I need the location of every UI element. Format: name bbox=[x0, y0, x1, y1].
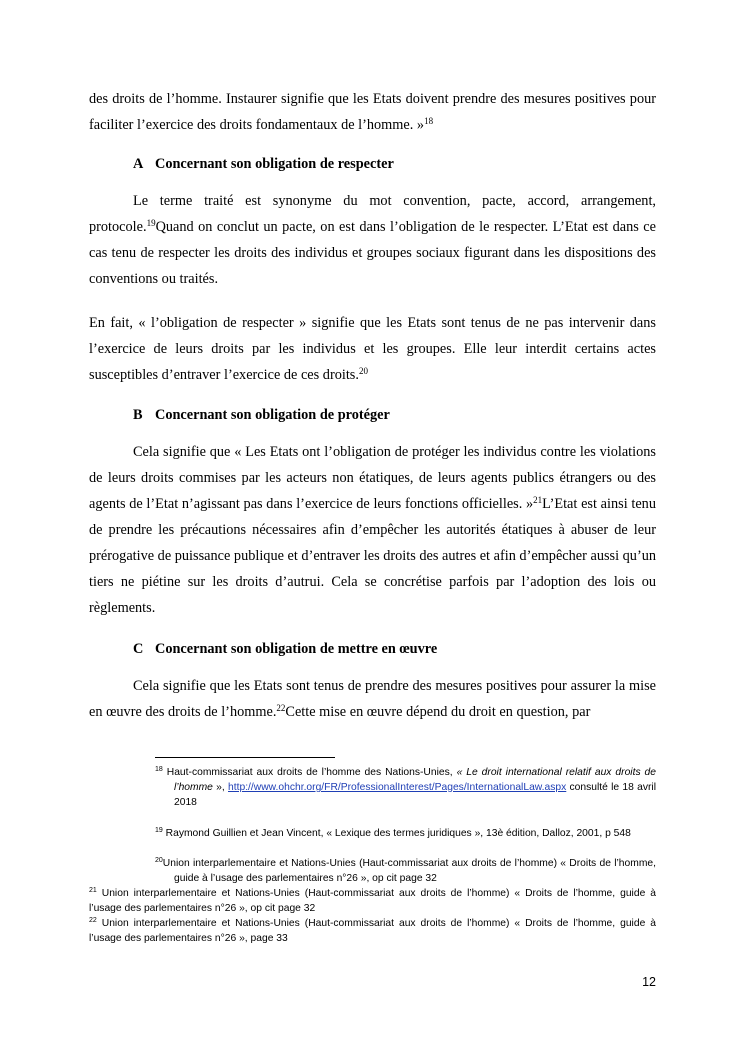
footnote-number: 21 bbox=[89, 887, 97, 894]
paragraph-traite bbox=[89, 188, 656, 292]
footnote-ref-20[interactable]: 20 bbox=[358, 366, 368, 376]
footnote-ref-18[interactable]: 18 bbox=[424, 116, 434, 126]
paragraph-text: L’Etat est ainsi tenu de prendre les précautions nécessaires afin d’empêcher les autorités étatiques à abuser de leur prérogative de puissance publique et d’entraver les droits des autres et afin d’empêcher aussi qu’un tiers ne piétine sur les droits d’autrui. Cela se concrétise parfois par l’adoption des lois ou règlements. bbox=[89, 496, 656, 616]
footnote-number: 19 bbox=[155, 827, 163, 834]
footnote-text: Union interparlementaire et Nations-Unies (Haut-commissariat aux droits de l’homme) « Droits de l’homme, guide à l’usage des parlementaires n°26 », op cit page 32 bbox=[89, 888, 656, 914]
section-heading-b bbox=[133, 407, 390, 424]
footnote-ref-19[interactable]: 19 bbox=[146, 218, 156, 228]
section-heading-c bbox=[133, 641, 437, 658]
footnote-21 bbox=[89, 886, 656, 916]
footnote-text: consulté le 18 avril 2018 bbox=[174, 782, 656, 808]
paragraph-text: Le terme traité est synonyme du mot convention, pacte, accord, arrangement, protocole. bbox=[89, 193, 656, 235]
footnote-18 bbox=[155, 765, 656, 810]
paragraph-text: Cela signifie que les Etats sont tenus de prendre des mesures positives pour assurer la mise en œuvre des droits de l’homme. bbox=[89, 678, 656, 720]
footnote-text: », bbox=[212, 782, 225, 793]
footnote-text: Union interparlementaire et Nations-Unies (Haut-commissariat aux droits de l’homme) « Droits de l’homme, guide à l’usage des parlementaires n°26 », page 33 bbox=[89, 918, 656, 944]
paragraph-mise-en-oeuvre bbox=[89, 673, 656, 725]
footnote-ref-22[interactable]: 22 bbox=[276, 703, 286, 713]
footnote-number: 20 bbox=[155, 857, 163, 864]
footnote-separator bbox=[155, 757, 335, 758]
section-letter: B bbox=[133, 407, 143, 423]
footnote-19 bbox=[155, 826, 656, 841]
section-title: Concernant son obligation de protéger bbox=[155, 407, 390, 423]
section-heading-a bbox=[133, 156, 394, 173]
ohchr-link[interactable]: http://www.ohchr.org/FR/ProfessionalInterest/Pages/InternationalLaw.aspx bbox=[228, 782, 567, 793]
footnote-ref-21[interactable]: 21 bbox=[533, 495, 543, 505]
footnote-number: 22 bbox=[89, 917, 97, 924]
paragraph-en-fait bbox=[89, 310, 656, 388]
footnote-text: Union interparlementaire et Nations-Unies (Haut-commissariat aux droits de l’homme) « Droits de l’homme, guide à l’usage des parlementaires n°26 », op cit page 32 bbox=[162, 858, 656, 884]
paragraph-proteger bbox=[89, 439, 656, 621]
paragraph-instaurer bbox=[89, 86, 656, 138]
footnote-20 bbox=[155, 856, 656, 886]
section-letter: A bbox=[133, 156, 144, 172]
paragraph-text: En fait, « l’obligation de respecter » signifie que les Etats sont tenus de ne pas intervenir dans l’exercice de leurs droits par les individus et les groupes. Elle leur interdit certains actes susceptibles d’entraver l’exercice de ces droits. bbox=[89, 315, 656, 383]
footnote-22 bbox=[89, 916, 656, 946]
section-letter: C bbox=[133, 641, 144, 657]
footnote-number: 18 bbox=[155, 766, 163, 773]
paragraph-text: des droits de l’homme. Instaurer signifie que les Etats doivent prendre des mesures positives pour faciliter l’exercice des droits fondamentaux de l’homme. » bbox=[89, 91, 656, 133]
section-title: Concernant son obligation de respecter bbox=[155, 156, 394, 172]
paragraph-text: Cette mise en œuvre dépend du droit en question, par bbox=[285, 704, 591, 720]
page-number: 12 bbox=[642, 975, 656, 989]
footnote-title: « Le droit international relatif aux droits de l’homme bbox=[174, 767, 657, 793]
section-title: Concernant son obligation de mettre en œuvre bbox=[155, 641, 438, 657]
paragraph-text: Cela signifie que « Les Etats ont l’obligation de protéger les individus contre les violations de leurs droits commises par les acteurs non étatiques, de leurs agents publics étrangers ou des agents de l’Etat n’agissant pas dans l’exercice de leurs fonctions officielles. » bbox=[89, 444, 656, 512]
paragraph-text: Quand on conclut un pacte, on est dans l’obligation de le respecter. L’Etat est dans ce cas tenu de respecter les droits des individus et groupes sociaux figurant dans les dispositions des conventions ou traités. bbox=[89, 219, 656, 287]
footnote-text: Haut-commissariat aux droits de l’homme des Nations-Unies, bbox=[166, 767, 457, 778]
footnote-text: Raymond Guillien et Jean Vincent, « Lexique des termes juridiques », 13è édition, Dalloz, 2001, p 548 bbox=[165, 828, 631, 839]
